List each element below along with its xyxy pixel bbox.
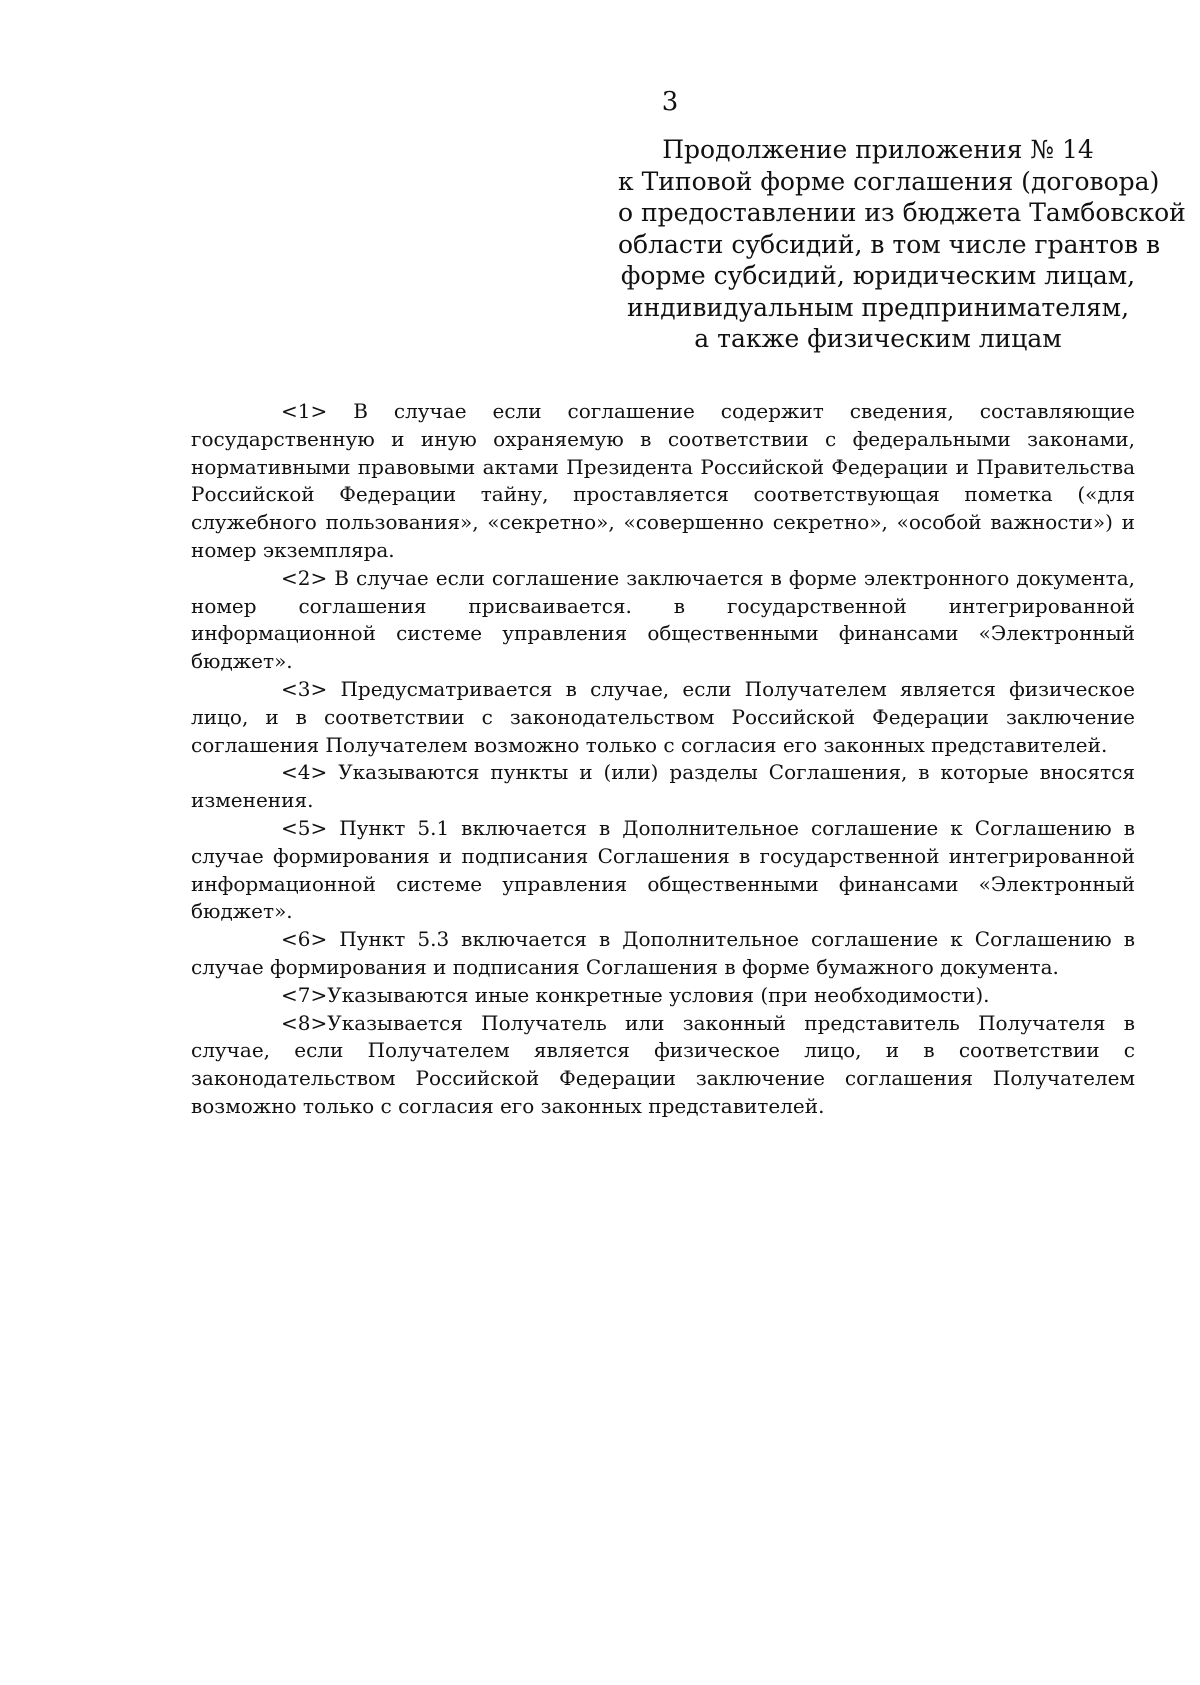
footnote-5: <5> Пункт 5.1 включается в Дополнительное соглашение к Соглашению в случае формирования и подписания Соглашения в государственной интегрированной информационной системе управления общественными финансами «Электронный бюджет». xyxy=(191,815,1135,924)
page-number: 3 xyxy=(661,87,679,117)
footnote-7: <7>Указываются иные конкретные условия (при необходимости). xyxy=(281,982,990,1007)
appendix-header-line: Продолжение приложения № 14 xyxy=(662,135,1094,164)
footnote-8: <8>Указывается Получатель или законный представитель Получателя в случае, если Получателем является физическое лицо, и в соответствии с законодательством Российской Федерации заключение соглашения Получателем возможно только с согласия его законных представителей. xyxy=(191,1010,1135,1118)
footnote-1: <1> В случае если соглашение содержит сведения, составляющие государственную и иную охраняемую в соответствии с федеральными законами, нормативными правовыми актами Президента Российской Федерации и Правительства Российской Федерации тайну, проставляется соответствующая пометка («для служебного пользования», «секретно», «совершенно секретно», «особой важности») и номер экземпляра. xyxy=(191,399,1135,562)
appendix-header-line: области субсидий, в том числе грантов в xyxy=(618,229,1161,259)
appendix-header-line: форме субсидий, юридическим лицам, xyxy=(620,261,1136,290)
footnote-4: <4> Указываются пункты и (или) разделы Соглашения, в которые вносятся изменения. xyxy=(191,760,1135,813)
appendix-header xyxy=(618,134,1186,355)
footnote-2: <2> В случае если соглашение заключается в форме электронного документа, номер соглашения присваивается. в государственной интегрированной информационной системе управления общественными финансами «Электронный бюджет». xyxy=(191,565,1135,674)
appendix-header-line: а также физическим лицам xyxy=(694,324,1062,353)
appendix-header-line: о предоставлении из бюджета Тамбовской xyxy=(618,198,1186,227)
appendix-header-line: к Типовой форме соглашения (договора) xyxy=(618,166,1160,196)
appendix-header-line: индивидуальным предпринимателям, xyxy=(626,292,1130,322)
footnotes-list xyxy=(191,398,1135,1121)
footnote-6: <6> Пункт 5.3 включается в Дополнительное соглашение к Соглашению в случае формирования и подписания Соглашения в форме бумажного документа. xyxy=(191,927,1135,979)
footnote-3: <3> Предусматривается в случае, если Получателем является физическое лицо, и в соответствии с законодательством Российской Федерации заключение соглашения Получателем возможно только с согласия его законных представителей. xyxy=(191,676,1135,757)
